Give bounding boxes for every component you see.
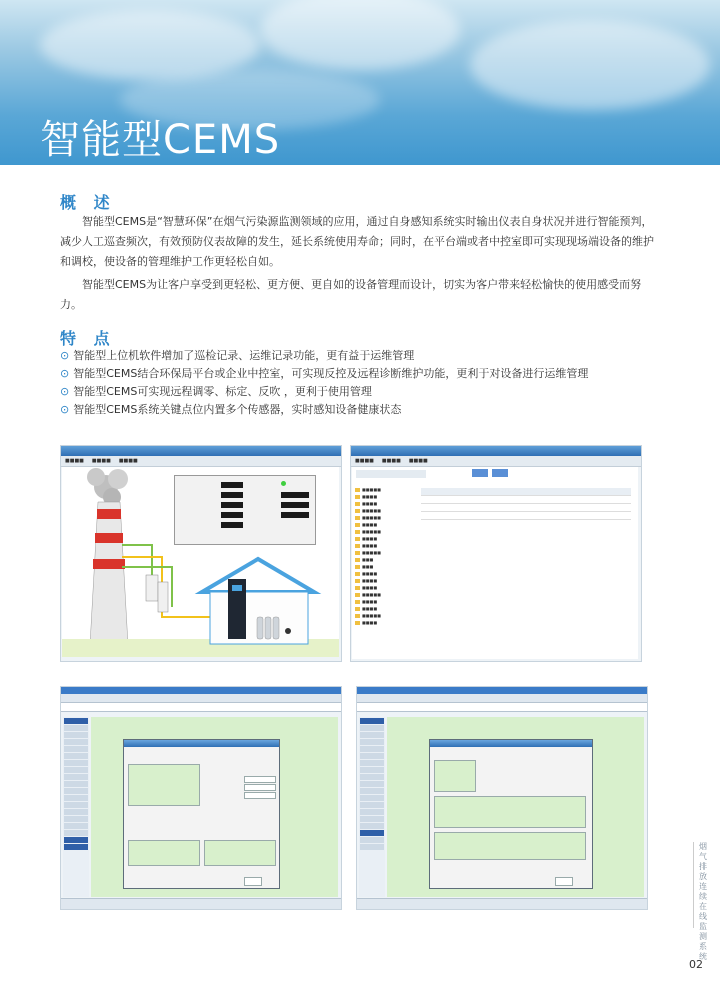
overview-paragraph-2: 智能型CEMS为让客户享受到更轻松、更方便、更自如的设备管理而设计，切实为客户带来轻松愉快的使用感受而努力。 xyxy=(60,278,642,311)
export-button[interactable] xyxy=(492,469,508,477)
status-bar xyxy=(357,898,647,909)
window-tabs: ■■■■ ■■■■ ■■■■ xyxy=(61,456,341,467)
notes-area[interactable] xyxy=(204,840,276,866)
page-number: 02 xyxy=(689,958,703,971)
features-list xyxy=(60,347,680,419)
data-display-panel xyxy=(174,475,316,545)
features-heading: 特 点 xyxy=(60,329,116,348)
cloud-decoration xyxy=(260,0,460,70)
page-title: 智能型CEMS xyxy=(40,117,281,163)
form-field[interactable] xyxy=(244,776,276,783)
screenshot-system-diagram xyxy=(60,445,342,662)
notes-area[interactable] xyxy=(128,840,200,866)
overview-heading: 概 述 xyxy=(60,193,116,212)
dialog-titlebar xyxy=(430,740,592,747)
target-circle-icon: ⊙ xyxy=(60,385,70,398)
feature-item: ⊙ 智能型CEMS系统关键点位内置多个传感器，实时感知设备健康状态 xyxy=(60,403,402,416)
navigation-sidebar xyxy=(63,717,89,897)
toolbar xyxy=(61,694,341,703)
ok-button[interactable] xyxy=(555,877,573,886)
cloud-decoration xyxy=(470,20,710,110)
lcd-readout xyxy=(221,502,243,508)
parameter-table xyxy=(421,488,631,518)
query-button[interactable] xyxy=(472,469,488,477)
record-dialog xyxy=(429,739,593,889)
lcd-readout xyxy=(281,512,309,518)
dialog-titlebar xyxy=(124,740,279,747)
screenshot-maintenance-record xyxy=(356,686,648,910)
form-field[interactable] xyxy=(244,784,276,791)
notes-area[interactable] xyxy=(128,764,200,806)
window-titlebar xyxy=(351,446,641,456)
feature-item: ⊙ 智能型上位机软件增加了巡检记录、运维记录功能，更有益于运维管理 xyxy=(60,349,415,362)
header-banner xyxy=(0,0,720,165)
filter-bar xyxy=(61,703,341,712)
screenshot-inspection-record xyxy=(60,686,342,910)
filter-bar xyxy=(357,703,647,712)
window-tabs: ■■■■ ■■■■ ■■■■ xyxy=(351,456,641,467)
notes-area[interactable] xyxy=(434,796,586,828)
feature-item: ⊙ 智能型CEMS可实现远程调零、标定、反吹 ，更利于使用管理 xyxy=(60,385,372,398)
lcd-readout xyxy=(281,502,309,508)
filter-bar xyxy=(356,470,426,478)
navigation-sidebar xyxy=(359,717,385,897)
status-indicator-icon xyxy=(281,481,286,486)
lcd-readout xyxy=(221,492,243,498)
monitoring-scene xyxy=(62,467,339,657)
parameter-tree: ■■■■■ ■■■■ ■■■■ ■■■■■ ■■■■■ ■■■■ ■■■■■ ■■■■ ■■■■ ■■■■■ ■■■ ■■■ ■■■■ ■■■■ ■■■■ ■■■■■ ■■■■ ■■■■ ■■■■■ ■■■■ xyxy=(355,486,417,626)
side-caption: 烟气排放连续在线监测系统 xyxy=(699,842,707,961)
ok-button[interactable] xyxy=(244,877,262,886)
window-titlebar xyxy=(61,687,341,694)
notes-area[interactable] xyxy=(434,832,586,860)
form-field[interactable] xyxy=(244,792,276,799)
target-circle-icon: ⊙ xyxy=(60,367,70,380)
target-circle-icon: ⊙ xyxy=(60,349,70,362)
record-dialog xyxy=(123,739,280,889)
feature-item: ⊙ 智能型CEMS结合环保局平台或企业中控室，可实现反控及远程诊断维护功能，更利于对设备进行运维管理 xyxy=(60,367,589,380)
notes-area[interactable] xyxy=(434,760,476,792)
lcd-readout xyxy=(281,492,309,498)
lcd-readout xyxy=(221,482,243,488)
side-divider xyxy=(693,842,694,928)
window-titlebar xyxy=(357,687,647,694)
status-bar xyxy=(61,898,341,909)
toolbar xyxy=(357,694,647,703)
screenshot-parameter-table xyxy=(350,445,642,662)
window-titlebar xyxy=(61,446,341,456)
target-circle-icon: ⊙ xyxy=(60,403,70,416)
overview-paragraph-1: 智能型CEMS是“智慧环保”在烟气污染源监测领域的应用，通过自身感知系统实时输出仪表自身状况并进行智能预判，减少人工巡查频次，有效预防仪表故障的发生，延长系统使用寿命；同时，在平台端或者中控室即可实现现场端设备的维护和调校，使设备的管理维护工作更轻松自如。 xyxy=(60,215,654,268)
lcd-readout xyxy=(221,512,243,518)
lcd-readout xyxy=(221,522,243,528)
